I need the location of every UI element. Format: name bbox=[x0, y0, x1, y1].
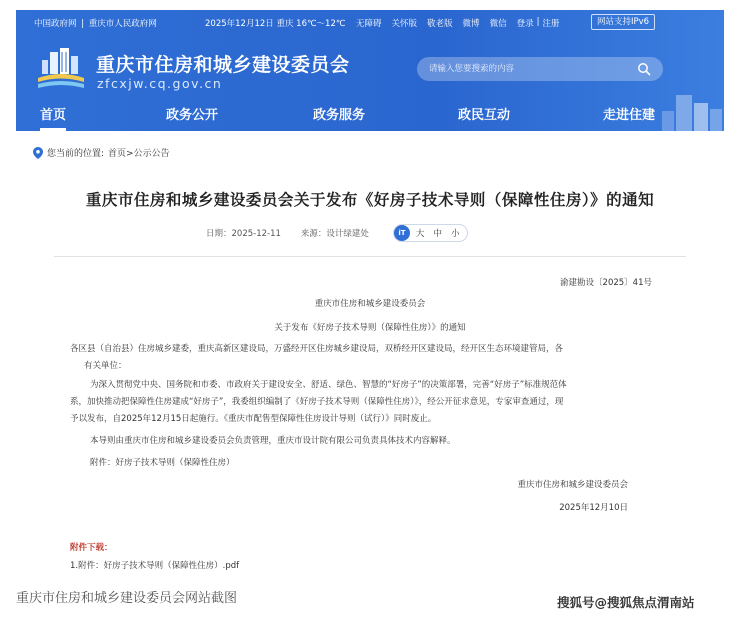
body-line: 予以发布，自2025年12月15日起施行。《重庆市配售型保障性住房设计导则（试行）》同时废止。 bbox=[70, 414, 437, 424]
font-size-medium[interactable]: 中 bbox=[433, 229, 442, 239]
top-bar bbox=[16, 10, 724, 34]
nav-government-affairs[interactable]: 政务公开 bbox=[166, 108, 219, 123]
care-mode-link[interactable]: 关怀版 bbox=[391, 19, 418, 29]
image-caption: 重庆市住房和城乡建设委员会网站截图 bbox=[16, 591, 238, 606]
location-pin-icon bbox=[33, 147, 43, 159]
article-date: 日期：2025-12-11 bbox=[206, 229, 281, 239]
screenshot-frame bbox=[16, 10, 724, 576]
body-line: 为深入贯彻党中央、国务院和市委、市政府关于建设安全、舒适、绿色、智慧的“好房子”的决策部署，完善“好房子”标准规范体 bbox=[90, 380, 567, 390]
site-title[interactable]: 重庆市住房和城乡建设委员会 bbox=[96, 54, 350, 76]
recipients bbox=[70, 341, 670, 375]
notice-subject: 关于发布《好房子技术导则（保障性住房）》的通知 bbox=[274, 323, 466, 333]
document-number: 渝建勘设〔2025〕41号 bbox=[560, 278, 652, 288]
recipients-line: 各区县（自治县）住房城乡建委，重庆高新区建设局，万盛经开区住房城乡建设局，双桥经开区建设局，经开区生态环境建管局，各 bbox=[70, 344, 564, 354]
font-size-large[interactable]: 大 bbox=[415, 229, 425, 239]
article-source: 来源：设计绿建处 bbox=[300, 229, 369, 239]
main-nav bbox=[16, 98, 724, 131]
search-icon[interactable] bbox=[637, 62, 651, 76]
font-size-icon: iT bbox=[394, 225, 410, 241]
attachment-download-header: 附件下载： bbox=[70, 543, 113, 553]
register-link[interactable]: 注册 bbox=[542, 19, 560, 29]
font-size-switcher bbox=[393, 224, 469, 242]
site-domain: zfcxjw.cq.gov.cn bbox=[97, 76, 223, 91]
management-paragraph bbox=[70, 433, 670, 450]
search-input[interactable] bbox=[429, 62, 619, 76]
attachment-paragraph bbox=[70, 455, 670, 472]
breadcrumb bbox=[33, 146, 170, 159]
body-line: 系，加快推动把保障性住房建成“好房子”，我委组织编制了《好房子技术导则（保障性住房）》，经公开征求意见，专家审查通过，现 bbox=[70, 397, 564, 407]
ipv6-badge: 网站支持IPv6 bbox=[591, 14, 655, 30]
nav-home[interactable]: 首页 bbox=[40, 104, 66, 123]
recipients-line: 有关单位： bbox=[84, 361, 127, 371]
body-paragraph bbox=[70, 377, 670, 428]
elder-mode-link[interactable]: 敬老版 bbox=[427, 19, 453, 29]
breadcrumb-path[interactable]: 首页>公示公告 bbox=[108, 149, 170, 159]
article-meta bbox=[206, 224, 468, 242]
watermark-caption: 搜狐号@搜狐焦点渭南站 bbox=[557, 595, 695, 610]
attachment-line: 附件：好房子技术导则（保障性住房） bbox=[90, 458, 235, 468]
date-weather: 2025年12月12日 重庆 16℃～12℃ bbox=[205, 19, 346, 29]
breadcrumb-label: 您当前的位置: bbox=[47, 149, 105, 159]
issuer: 重庆市住房和城乡建设委员会 bbox=[314, 299, 426, 309]
nav-government-services[interactable]: 政务服务 bbox=[313, 108, 366, 123]
site-header bbox=[16, 10, 724, 131]
top-separator: | bbox=[81, 19, 85, 29]
nav-about[interactable]: 走进住建 bbox=[603, 108, 656, 123]
login-separator: | bbox=[536, 17, 540, 27]
font-size-small[interactable]: 小 bbox=[450, 229, 460, 239]
site-logo-icon[interactable] bbox=[36, 48, 86, 90]
building-decoration-icon bbox=[654, 91, 724, 131]
login-link[interactable]: 登录 bbox=[516, 19, 534, 29]
wechat-link[interactable]: 微信 bbox=[489, 19, 507, 29]
body-line: 本导则由重庆市住房和城乡建设委员会负责管理，重庆市设计院有限公司负责具体技术内容解释。 bbox=[90, 436, 456, 446]
divider bbox=[54, 256, 686, 257]
gov-link[interactable]: 中国政府网 bbox=[34, 19, 77, 29]
weibo-link[interactable]: 微博 bbox=[462, 19, 480, 29]
accessibility-link[interactable]: 无障碍 bbox=[356, 19, 382, 29]
nav-interaction[interactable]: 政民互动 bbox=[458, 108, 511, 123]
top-bar-left bbox=[34, 17, 159, 29]
attachment-file-link[interactable]: 1.附件：好房子技术导则（保障性住房）.pdf bbox=[70, 561, 240, 571]
top-links bbox=[356, 17, 559, 29]
sign-date: 2025年12月10日 bbox=[559, 503, 628, 513]
city-link[interactable]: 重庆市人民政府网 bbox=[88, 19, 157, 29]
signature: 重庆市住房和城乡建设委员会 bbox=[517, 480, 628, 490]
article-title: 重庆市住房和城乡建设委员会关于发布《好房子技术导则（保障性住房）》的通知 bbox=[85, 191, 655, 209]
search-box bbox=[417, 57, 663, 81]
